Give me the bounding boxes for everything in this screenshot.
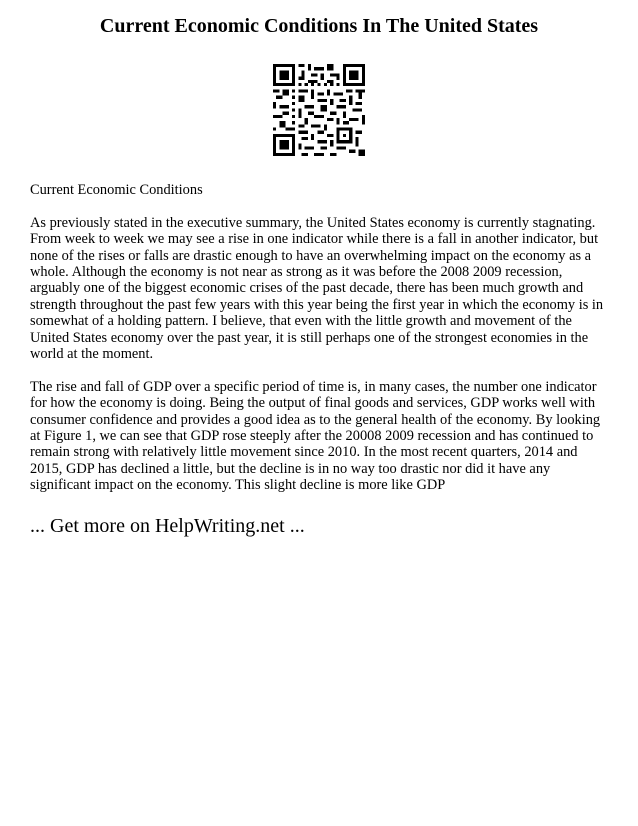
- document-title: Current Economic Conditions In The United States: [99, 15, 539, 37]
- document-body: [30, 182, 610, 510]
- body-paragraph-2: The rise and fall of GDP over a specific period of time is, in many cases, the number one indicator for how the economy is doing. Being the output of final goods and services, GDP works well with consumer confidence and provides a good idea as to the general health of the economy. By looking at Figure 1, we can see that GDP rose steeply after the 20008 2009 recession and has continued to remain strong with relatively little movement since 2010. In the most recent quarters, 2014 and 2015, GDP has declined a little, but the decline is in no way too drastic nor did it have any significant impact on the economy. This slight decline is more like GDP: [30, 378, 601, 494]
- section-heading: Current Economic Conditions: [30, 182, 203, 198]
- body-paragraph-1: As previously stated in the executive summary, the United States economy is currently stagnating. From week to week we may see a rise in one indicator while there is a fall in another indicator, but none of the rises or falls are drastic enough to have an overwhelming impact on the economy as a whole. Although the economy is not near as strong as it was before the 2008 2009 recession, arguably one of the biggest economic crises of the past decade, there has been much growth and strength throughout the past few years with this year being the first year in which the economy is in somewhat of a holding pattern. I believe, that even with the little growth and movement of the United States economy over the past year, it is still perhaps one of the strongest economies in the world at the moment.: [30, 214, 604, 363]
- get-more-link[interactable]: ... Get more on HelpWriting.net ...: [30, 515, 305, 537]
- qr-code-icon: [273, 64, 365, 156]
- qr-code-graphic: [273, 64, 365, 156]
